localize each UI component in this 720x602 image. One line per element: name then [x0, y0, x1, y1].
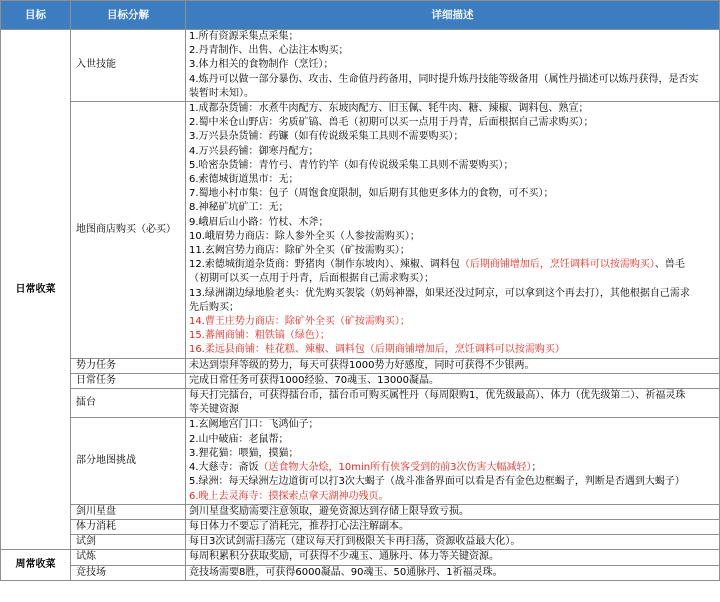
detail-cell	[186, 519, 720, 534]
detail-line	[189, 287, 716, 301]
detail-cell	[186, 418, 720, 504]
detail-line	[189, 44, 716, 58]
detail-line	[189, 374, 716, 388]
detail-cell	[186, 535, 720, 550]
detail-line	[189, 403, 716, 417]
detail-line	[189, 201, 716, 215]
table-row	[1, 30, 720, 102]
detail-line	[189, 130, 716, 144]
detail-text: 7.蜀地小村市集：包子（周饱食度限制，如后期有其他更多体力的食物，可不买）；	[189, 188, 554, 200]
table-row	[1, 389, 720, 418]
detail-text: 2.丹青制作、出售、心法注本购买；	[189, 45, 349, 57]
breakdown-cell: 势力任务	[71, 358, 186, 373]
header-detail: 详细描述	[186, 1, 720, 30]
breakdown-cell: 入世技能	[71, 30, 186, 102]
detail-line	[189, 258, 716, 272]
detail-text: 4.大慈寺：斋饭	[189, 462, 259, 474]
detail-line	[189, 159, 716, 173]
table-row	[1, 550, 720, 565]
table-row	[1, 535, 720, 550]
detail-text: 2.山中破庙：老鼠帮；	[189, 433, 289, 445]
detail-line	[189, 102, 716, 116]
detail-line	[189, 490, 716, 504]
detail-text: 3.狸花猫：喂猫，摸猫；	[189, 447, 299, 459]
detail-line	[189, 418, 716, 432]
detail-line	[189, 461, 716, 475]
detail-text: 完成日常任务可获得1000经验、70魂玉、13000凝晶。	[189, 374, 439, 386]
detail-line	[189, 447, 716, 461]
detail-cell	[186, 504, 720, 519]
detail-text: 装暂时未知）。	[189, 87, 254, 99]
highlight-text: （送食物大杂烩，10min所有侠客受到的前3次伤害大幅减轻）	[258, 462, 532, 474]
detail-line	[189, 87, 716, 101]
detail-text: 1.所有资源采集点采集；	[189, 31, 299, 42]
detail-text: 1.玄阙地宫门口：飞鸿仙子；	[189, 419, 319, 431]
detail-cell	[186, 358, 720, 373]
detail-cell	[186, 102, 720, 359]
table-row	[1, 358, 720, 373]
detail-text: 剑川星盘奖励需要注意领取，避免资源达到存储上限导致亏损。	[189, 505, 469, 517]
detail-line	[189, 505, 716, 519]
header-goal: 目标	[1, 1, 71, 30]
detail-line	[189, 272, 716, 286]
detail-line	[189, 520, 716, 534]
detail-line	[189, 433, 716, 447]
detail-line	[189, 301, 716, 315]
detail-line	[189, 389, 716, 403]
detail-text: 5.哈密杂货铺：青竹弓、青竹钓竿（如有传说级采集工具则不需要购买）；	[189, 159, 514, 171]
goal-cell: 日常收菜	[1, 30, 71, 550]
header-row	[1, 1, 720, 30]
detail-line	[189, 343, 716, 357]
detail-text: 每日3次试剑需扫荡完（建议每天打到极限关卡再扫荡，资源收益最大化）。	[189, 536, 521, 548]
detail-cell	[186, 30, 720, 102]
breakdown-cell: 试炼	[71, 550, 186, 565]
table-body	[1, 30, 720, 581]
breakdown-cell: 擂台	[71, 389, 186, 418]
table-row	[1, 565, 720, 580]
detail-text: 等关键资源	[189, 404, 239, 416]
detail-text: 13.绿洲湖边绿地脸老头：优先购买袈裟（奶妈神器，如果还没过阿京，可以拿到这个再去打），其他根据自己需求	[189, 287, 690, 299]
detail-text: 竞技场需要8胜，可获得6000凝晶、90魂玉、50通脉丹、1祈福灵珠。	[189, 566, 503, 578]
detail-text: 8.神秘矿坑矿工：无；	[189, 202, 289, 214]
detail-cell	[186, 550, 720, 565]
breakdown-cell: 日常任务	[71, 373, 186, 388]
header-breakdown: 目标分解	[71, 1, 186, 30]
highlight-text: 6.晚上去灵海寺：摸探索点拿天湖神功残页。	[189, 490, 389, 502]
detail-line	[189, 116, 716, 130]
detail-line	[189, 329, 716, 343]
highlight-text: （后期商铺增加后，烹饪调料可以按需购买）	[459, 259, 655, 271]
detail-line	[189, 173, 716, 187]
detail-text: 每日体力不要忘了消耗完，推荐打心法注解副本。	[189, 520, 409, 532]
detail-text: （初期可以买一点用于丹青，后面根据自己需求购买）；	[189, 273, 434, 285]
table-row	[1, 373, 720, 388]
detail-line	[189, 216, 716, 230]
detail-text: 11.玄阙宫势力商店：除矿外全买（矿按需购买）；	[189, 245, 410, 257]
detail-text: 1.成都杂货铺：水煮牛肉配方、东坡肉配方、旧玉佩、牦牛肉、糖、辣椒、调料包、熟宣；	[189, 103, 589, 115]
detail-cell	[186, 389, 720, 418]
detail-text: 12.索德城街道杂货商：野猪肉（制作东坡肉）、辣椒、调料包	[189, 259, 460, 271]
detail-line	[189, 187, 716, 201]
detail-text: 10.峨眉势力商店：除人参外全买（人参按需购买）；	[189, 230, 420, 242]
detail-line	[189, 30, 716, 44]
detail-text: 5.绿洲：每天绿洲左边道街可以打3次大蝎子（战斗准备界面可以看是否有金色边框蝎子，判断是否遇到大蝎子）	[189, 476, 685, 488]
detail-line	[189, 359, 716, 373]
table-row	[1, 102, 720, 359]
table-row	[1, 418, 720, 504]
breakdown-cell: 剑川星盘	[71, 504, 186, 519]
detail-line	[189, 566, 716, 580]
detail-text: 9.峨眉后山小路：竹杖、木斧；	[189, 216, 329, 228]
detail-text: 4.炼丹可以做一部分暴伤、攻击、生命值丹药备用，同时提升炼丹技能等级备用（属性丹描述可以炼丹获得，是否实	[189, 73, 699, 85]
detail-text: 2.蜀中米仓山野店：劣质矿镐、兽毛（初期可以买一点用于丹青，后面根据自己需求购买）；	[189, 117, 594, 129]
detail-text: 未达到崇拜等级的势力，每天可获得1000势力好感度，同时可获得不少银两。	[189, 359, 535, 371]
detail-line	[189, 145, 716, 159]
detail-line	[189, 475, 716, 489]
highlight-text: 14.曹王庄势力商店：除矿外全买（矿按需购买）；	[189, 316, 410, 328]
breakdown-cell: 竞技场	[71, 565, 186, 580]
detail-text: 4.万兴县药铺：御寒丹配方；	[189, 145, 319, 157]
table-row	[1, 519, 720, 534]
detail-text: 3.体力相关的食物制作（烹饪）；	[189, 59, 334, 71]
breakdown-cell: 地图商店购买（必买）	[71, 102, 186, 359]
detail-line	[189, 535, 716, 549]
breakdown-cell: 试剑	[71, 535, 186, 550]
detail-cell	[186, 373, 720, 388]
breakdown-cell: 体力消耗	[71, 519, 186, 534]
detail-text: 3.万兴县杂货铺：药镰（如有传说级采集工具则不需要购买）；	[189, 131, 464, 143]
table-row	[1, 504, 720, 519]
detail-text: 每天打完擂台，可获得擂台币，擂台币可购买属性丹（每周限购1，优先级最高）、体力（优先级第二）、祈福灵珠	[189, 390, 686, 402]
highlight-text: 15.蕃阐商铺：粗铁镐（绿色）；	[189, 330, 330, 342]
detail-line	[189, 244, 716, 258]
detail-line	[189, 73, 716, 87]
detail-text: 先后购买；	[189, 301, 239, 313]
breakdown-cell: 部分地图挑战	[71, 418, 186, 504]
detail-line	[189, 550, 716, 564]
detail-line	[189, 315, 716, 329]
detail-text: ；	[531, 462, 542, 474]
detail-line	[189, 230, 716, 244]
detail-text: 每周积累积分获取奖励，可获得不少魂玉、通脉丹、体力等关键资源。	[189, 551, 499, 563]
detail-text: 、兽毛	[654, 259, 685, 271]
detail-text: 6.索德城街道黑市：无；	[189, 174, 299, 186]
goal-cell: 周常收菜	[1, 550, 71, 580]
highlight-text: 16.柔远县商铺：桂花糕、辣椒、调料包（后期商铺增加后，烹饪调料可以按需购买）	[189, 344, 565, 356]
detail-line	[189, 58, 716, 72]
detail-cell	[186, 565, 720, 580]
